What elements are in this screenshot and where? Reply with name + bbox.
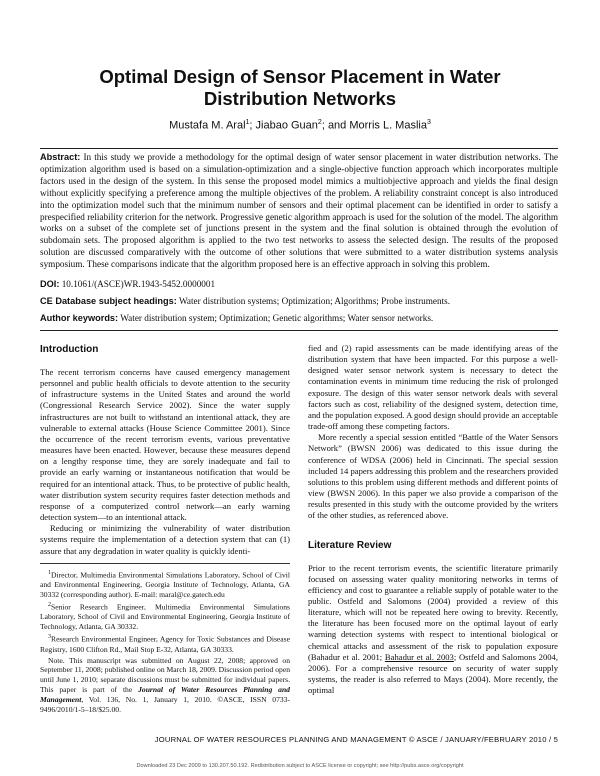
author-3: ; and Morris L. Maslia [321,119,427,132]
title-line-1: Optimal Design of Sensor Placement in Water [99,66,501,87]
right-column [308,343,558,696]
left-column [40,343,290,716]
footnotes [40,569,290,715]
author-keywords: Author keywords: Water distribution system; Optimization; Genetic algorithms; Water sensor networks. [40,313,434,323]
author-list: Mustafa M. Aral$^1$; Jiabao Guan$^2$; and Morris L. Maslia$^3$ [169,119,431,132]
abstract [40,152,558,271]
paper-title [60,66,540,110]
title-line-2: Distribution Networks [203,88,397,109]
footnote-2: $^2$Senior Research Engineer, Multimedia Environmental Simulations Laboratory, School of Civil and Environmental Engineering, Georgia Institute of Technology, Atlanta, GA 30332. [40,601,290,632]
right-paragraph-1: fied and (2) rapid assessments can be made identifying areas of the distribution system that have been impacted. For this purpose a well-designed water sensor network system is necessary to detect the contamination events in minimum time reducing the risk of prolonged exposure. The design of this water sensor network deals with several factors such as cost, reliability of the designed system, detection time, and the population exposed. A good design should provide an acceptable trade-off among these competing factors. [308,343,558,432]
author-2: ; Jiabao Guan [249,119,318,132]
journal-footer: JOURNAL OF WATER RESOURCES PLANNING AND MANAGEMENT © ASCE / JANUARY/FEBRUARY 2010 / 5 [154,735,558,744]
abstract-text: In this study we provide a methodology for the optimal design of water sensor placement in water distribution networks. The optimization algorithm used is based on a simulation-optimization and a single-objective function approach which incorporates multiple factors used in the design of the system. In this sense the proposed model mimics a multiobjective approach and yields the final design without explicitly specifying a preference among the multiple objectives of the problem. A reliability constraint concept is also introduced into the optimization model such that the minimum number of sensors and their optimal placement can be identified in order to satisfy a prespecified reliability criterion for the network. Progressive genetic algorithm approach is used for the solution of the model. The algorithm works on a subset of the complete set of junctions present in the system and the final solution is obtained through the evolution of subdomain sets. The proposed algorithm is applied to the two test networks to assess the selected design. The results of the proposed solution are discussed comparatively with the outcome of other solutions that were submitted to a water distribution systems analysis symposium. These comparisons indicate that the algorithm proposed here is an effective approach in solving this problem. [40,152,558,270]
footnote-3: $^3$Research Environmental Engineer, Agency for Toxic Substances and Disease Registry, 1600 Clifton Rd., Mail Stop E-32, Atlanta, GA 30333. [40,634,290,654]
intro-paragraph-1: The recent terrorism concerns have caused emergency management personnel and public health officials to devote attention to the security of infrastructure systems in the United States and around the world (Congressional Research Service 2002). Since the water supply infrastructures are not built to withstand an intentional attack, they are vulnerable to external attacks (House Science Committee 2001). Since the occurrence of the recent terrorism events, various preventative measures have been enacted. However, because these measures depend on a lengthy response time, they are sorely inadequate and fail to provide an early warning or instantaneous notification that would be required for an intentional attack. Thus, to be protective of public health, water distribution system security requires faster detection methods and response of a computerized control network—an early warning detection system—to an intentional attack. [40,367,290,523]
right-paragraph-2: More recently a special session entitled “Battle of the Water Sensors Network” (BWSN 2006) was dedicated to this issue during the conference of WDSA (2006) held in Cincinnati. The special session included 14 papers addressing this problem and the researchers provided solutions to this problem using different methods and different points of view (BWSN 2006). In this paper we also provide a comparison of the results presented in this study with the outcome provided by the writers of the other studies, as referenced above. [308,432,558,521]
top-rule [40,148,558,149]
literature-review-heading: Literature Review [308,539,392,551]
intro-paragraph-2: Reducing or minimizing the vulnerability of water distribution systems require the implementation of a detection system that can (1) assure that any degradation in water quality is quickly identi- [40,523,290,556]
author-1: Mustafa M. Aral [169,119,246,132]
abstract-label: Abstract: [40,152,81,162]
meta-rule [40,330,558,331]
download-notice: Downloaded 23 Dec 2009 to 130.207.50.192. Redistribution subject to ASCE license or copyright; see http://pubs.asce.org/copyright [136,763,464,769]
doi-line: DOI: 10.1061/(ASCE)WR.1943-5452.0000001 [40,279,216,289]
manuscript-note: Note. This manuscript was submitted on August 22, 2008; approved on September 11, 2008; published online on March 18, 2009. Discussion period open until June 1, 2010; separate discussions must be submitted for individual papers. This paper is part of the Journal of Water Resources Planning and Management, Vol. 136, No. 1, January 1, 2010. ©ASCE, ISSN 0733-9496/2010/1-5–18/$25.00. [40,655,290,715]
doi-link[interactable]: 10.1061/(ASCE)WR.1943-5452.0000001 [61,279,216,289]
introduction-heading: Introduction [40,344,99,355]
subject-headings: CE Database subject headings: Water distribution systems; Optimization; Algorithms; Probe instruments. [40,296,451,306]
literature-paragraph: Prior to the recent terrorism events, the scientific literature primarily focused on assessing water quality monitoring networks in terms of efficiency and cost to guarantee a reliable supply of potable water to the public. Ostfeld and Salomons (2004) provided a review of this literature, which will not be repeated here owing to brevity. Recently, the literature has been focused more on the optimal layout of early warning detection systems with respect to intentional biological or chemical attacks and assessment of the risk to population exposure (Bahadur et al. 2001; Bahadur et al. 2003; Ostfeld and Salomons 2004, 2006). For a comprehensive resource on security of water supply systems, the reader is also referred to Mays (2004). More recently, the optimal [308,562,558,696]
footnote-rule [40,563,290,564]
footnote-1: $^1$Director, Multimedia Environmental Simulations Laboratory, School of Civil and Environmental Engineering, Georgia Institute of Technology, Atlanta, GA 30332 (corresponding author). E-mail: maral@ce.gatech.edu [40,569,290,599]
citation-link[interactable]: Bahadur et al. 2003 [384,651,454,662]
